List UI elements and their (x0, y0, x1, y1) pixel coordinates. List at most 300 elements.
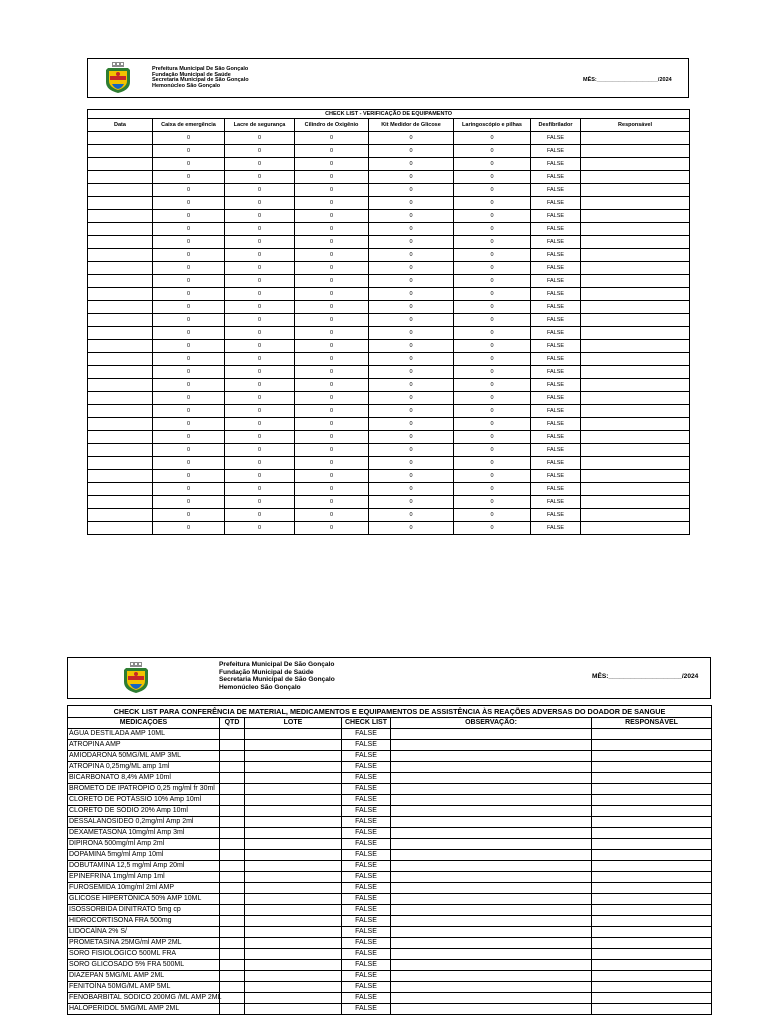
checkbox-cell[interactable]: FALSE (531, 184, 581, 197)
responsible-cell[interactable] (592, 993, 712, 1004)
column-header: MEDICAÇOES (68, 718, 220, 729)
table-cell[interactable] (88, 340, 153, 353)
observation-cell[interactable] (391, 817, 592, 828)
table-cell[interactable] (88, 353, 153, 366)
responsible-cell[interactable] (592, 751, 712, 762)
table-cell: 0 (369, 288, 454, 301)
qtd-cell[interactable] (220, 861, 245, 872)
table-cell[interactable] (581, 483, 690, 496)
table-cell[interactable] (581, 522, 690, 535)
table-cell[interactable] (88, 184, 153, 197)
observation-cell[interactable] (391, 784, 592, 795)
observation-cell[interactable] (391, 828, 592, 839)
table-row (68, 883, 712, 894)
checkbox-cell[interactable]: FALSE (342, 784, 391, 795)
table-cell: 0 (454, 418, 531, 431)
lote-cell[interactable] (245, 971, 342, 982)
checkbox-cell[interactable]: FALSE (342, 949, 391, 960)
checkbox-cell[interactable]: FALSE (531, 353, 581, 366)
checkbox-cell[interactable]: FALSE (531, 483, 581, 496)
checkbox-cell[interactable]: FALSE (342, 795, 391, 806)
table-cell: 0 (225, 223, 295, 236)
lote-cell[interactable] (245, 905, 342, 916)
responsible-cell[interactable] (592, 872, 712, 883)
checkbox-cell[interactable]: FALSE (531, 431, 581, 444)
responsible-cell[interactable] (592, 784, 712, 795)
table-row (88, 145, 690, 158)
table-cell[interactable] (88, 249, 153, 262)
table-cell[interactable] (88, 392, 153, 405)
table-cell[interactable] (581, 145, 690, 158)
observation-cell[interactable] (391, 762, 592, 773)
lote-cell[interactable] (245, 949, 342, 960)
observation-cell[interactable] (391, 993, 592, 1004)
checkbox-cell[interactable]: FALSE (531, 509, 581, 522)
checkbox-cell[interactable]: FALSE (342, 740, 391, 751)
checkbox-cell[interactable]: FALSE (531, 249, 581, 262)
responsible-cell[interactable] (592, 839, 712, 850)
table-cell[interactable] (88, 496, 153, 509)
lote-cell[interactable] (245, 938, 342, 949)
table-cell: 0 (369, 184, 454, 197)
checkbox-cell[interactable]: FALSE (531, 392, 581, 405)
table-cell[interactable] (88, 470, 153, 483)
medication-name: DIAZEPAN 5MG/ML AMP 2ML (68, 971, 220, 982)
table-cell[interactable] (581, 470, 690, 483)
qtd-cell[interactable] (220, 828, 245, 839)
lote-cell[interactable] (245, 817, 342, 828)
table-cell[interactable] (581, 353, 690, 366)
municipal-crest-icon (105, 62, 131, 94)
observation-cell[interactable] (391, 894, 592, 905)
table-cell: 0 (454, 457, 531, 470)
table-cell[interactable] (88, 418, 153, 431)
table-cell[interactable] (581, 132, 690, 145)
lote-cell[interactable] (245, 729, 342, 740)
lote-cell[interactable] (245, 751, 342, 762)
checkbox-cell[interactable]: FALSE (342, 905, 391, 916)
lote-cell[interactable] (245, 762, 342, 773)
medication-name: DIPIRONA 500mg/ml Amp 2ml (68, 839, 220, 850)
table-cell[interactable] (581, 275, 690, 288)
table-cell: 0 (225, 509, 295, 522)
table-cell[interactable] (88, 301, 153, 314)
responsible-cell[interactable] (592, 806, 712, 817)
lote-cell[interactable] (245, 960, 342, 971)
qtd-cell[interactable] (220, 916, 245, 927)
lote-cell[interactable] (245, 872, 342, 883)
lote-cell[interactable] (245, 861, 342, 872)
table-row (88, 314, 690, 327)
table-row (88, 483, 690, 496)
table-cell: 0 (454, 431, 531, 444)
table-cell: 0 (295, 431, 369, 444)
table-cell[interactable] (88, 132, 153, 145)
observation-cell[interactable] (391, 839, 592, 850)
responsible-cell[interactable] (592, 828, 712, 839)
table-cell[interactable] (88, 210, 153, 223)
medication-name: SORO FISIOLÓGICO 500ML FRA (68, 949, 220, 960)
table-row (88, 522, 690, 535)
qtd-cell[interactable] (220, 740, 245, 751)
responsible-cell[interactable] (592, 1004, 712, 1015)
table-cell[interactable] (581, 496, 690, 509)
medication-name: DEXAMETASONA 10mg/ml Amp 3ml (68, 828, 220, 839)
table-row (88, 171, 690, 184)
table-cell[interactable] (581, 158, 690, 171)
qtd-cell[interactable] (220, 1004, 245, 1015)
qtd-cell[interactable] (220, 905, 245, 916)
checkbox-cell[interactable]: FALSE (342, 762, 391, 773)
table-cell: 0 (225, 184, 295, 197)
table-cell: 0 (295, 223, 369, 236)
lote-cell[interactable] (245, 916, 342, 927)
table-row (88, 184, 690, 197)
checkbox-cell[interactable]: FALSE (342, 971, 391, 982)
checkbox-cell[interactable]: FALSE (531, 275, 581, 288)
table-cell: 0 (153, 132, 225, 145)
checkbox-cell[interactable]: FALSE (531, 522, 581, 535)
table-cell[interactable] (88, 158, 153, 171)
table-cell: 0 (153, 483, 225, 496)
checkbox-cell[interactable]: FALSE (342, 872, 391, 883)
table-cell[interactable] (581, 457, 690, 470)
table-row (88, 132, 690, 145)
table-cell[interactable] (88, 457, 153, 470)
lote-cell[interactable] (245, 839, 342, 850)
medication-name: GLICOSE HIPERTÔNICA 50% AMP 10ML (68, 894, 220, 905)
observation-cell[interactable] (391, 729, 592, 740)
table-cell: 0 (454, 236, 531, 249)
lote-cell[interactable] (245, 773, 342, 784)
lote-cell[interactable] (245, 894, 342, 905)
checkbox-cell[interactable]: FALSE (531, 288, 581, 301)
qtd-cell[interactable] (220, 751, 245, 762)
institution-block (219, 661, 335, 691)
observation-cell[interactable] (391, 872, 592, 883)
checkbox-cell[interactable]: FALSE (342, 960, 391, 971)
checkbox-cell[interactable]: FALSE (531, 301, 581, 314)
table-cell[interactable] (88, 327, 153, 340)
table-cell: 0 (295, 197, 369, 210)
qtd-cell[interactable] (220, 971, 245, 982)
table-row (68, 872, 712, 883)
table-cell[interactable] (581, 444, 690, 457)
observation-cell[interactable] (391, 982, 592, 993)
observation-cell[interactable] (391, 773, 592, 784)
responsible-cell[interactable] (592, 861, 712, 872)
table-cell[interactable] (88, 145, 153, 158)
qtd-cell[interactable] (220, 773, 245, 784)
checkbox-cell[interactable]: FALSE (531, 470, 581, 483)
table-cell: 0 (369, 405, 454, 418)
observation-cell[interactable] (391, 971, 592, 982)
table-row (88, 275, 690, 288)
responsible-cell[interactable] (592, 982, 712, 993)
observation-cell[interactable] (391, 938, 592, 949)
table-cell[interactable] (581, 366, 690, 379)
lote-cell[interactable] (245, 982, 342, 993)
medication-name: FENITOÍNA 50MG/ML AMP 5ML (68, 982, 220, 993)
table-cell[interactable] (581, 249, 690, 262)
medication-name: CLORETO DE SÓDIO 20% Amp 10ml (68, 806, 220, 817)
institution-line: Fundação Municipal de Saúde (219, 668, 314, 676)
checkbox-cell[interactable]: FALSE (342, 894, 391, 905)
observation-cell[interactable] (391, 960, 592, 971)
table-cell[interactable] (581, 210, 690, 223)
table-cell[interactable] (581, 288, 690, 301)
checkbox-cell[interactable]: FALSE (342, 916, 391, 927)
responsible-cell[interactable] (592, 949, 712, 960)
table-cell[interactable] (88, 262, 153, 275)
table-cell[interactable] (88, 405, 153, 418)
column-header: Cilindro de Oxigênio (295, 119, 369, 132)
table-cell[interactable] (88, 288, 153, 301)
medication-name: SORO GLICOSADO 5% FRA 500ML (68, 960, 220, 971)
checkbox-cell[interactable]: FALSE (342, 861, 391, 872)
table-cell[interactable] (581, 262, 690, 275)
checkbox-cell[interactable]: FALSE (342, 883, 391, 894)
table-row (88, 418, 690, 431)
qtd-cell[interactable] (220, 993, 245, 1004)
table-cell: 0 (295, 340, 369, 353)
checkbox-cell[interactable]: FALSE (531, 314, 581, 327)
checkbox-cell[interactable]: FALSE (342, 1004, 391, 1015)
qtd-cell[interactable] (220, 784, 245, 795)
checkbox-cell[interactable]: FALSE (531, 171, 581, 184)
observation-cell[interactable] (391, 927, 592, 938)
table-cell: 0 (295, 158, 369, 171)
table-cell[interactable] (88, 197, 153, 210)
checkbox-cell[interactable]: FALSE (531, 418, 581, 431)
table-cell[interactable] (581, 392, 690, 405)
qtd-cell[interactable] (220, 960, 245, 971)
responsible-cell[interactable] (592, 894, 712, 905)
table-cell: 0 (369, 145, 454, 158)
table-row (88, 197, 690, 210)
observation-cell[interactable] (391, 949, 592, 960)
table-cell: 0 (153, 353, 225, 366)
checkbox-cell[interactable]: FALSE (531, 496, 581, 509)
table-cell[interactable] (88, 379, 153, 392)
qtd-cell[interactable] (220, 850, 245, 861)
responsible-cell[interactable] (592, 916, 712, 927)
responsible-cell[interactable] (592, 883, 712, 894)
checkbox-cell[interactable]: FALSE (531, 223, 581, 236)
table-cell: 0 (225, 522, 295, 535)
month-field: MÊS:____________________/2024 (583, 77, 672, 83)
checkbox-cell[interactable]: FALSE (342, 806, 391, 817)
checkbox-cell[interactable]: FALSE (342, 751, 391, 762)
qtd-cell[interactable] (220, 839, 245, 850)
checkbox-cell[interactable]: FALSE (531, 340, 581, 353)
observation-cell[interactable] (391, 883, 592, 894)
lote-cell[interactable] (245, 850, 342, 861)
table-row (68, 949, 712, 960)
checkbox-cell[interactable]: FALSE (342, 938, 391, 949)
observation-cell[interactable] (391, 795, 592, 806)
table-cell: 0 (153, 470, 225, 483)
responsible-cell[interactable] (592, 740, 712, 751)
table-cell: 0 (225, 262, 295, 275)
qtd-cell[interactable] (220, 883, 245, 894)
checkbox-cell[interactable]: FALSE (531, 457, 581, 470)
checkbox-cell[interactable]: FALSE (342, 927, 391, 938)
table-cell[interactable] (581, 184, 690, 197)
observation-cell[interactable] (391, 850, 592, 861)
checkbox-cell[interactable]: FALSE (342, 773, 391, 784)
table-cell[interactable] (581, 418, 690, 431)
table-cell: 0 (454, 132, 531, 145)
table-cell: 0 (295, 275, 369, 288)
table-cell[interactable] (581, 197, 690, 210)
responsible-cell[interactable] (592, 773, 712, 784)
checkbox-cell[interactable]: FALSE (342, 982, 391, 993)
table-cell[interactable] (581, 171, 690, 184)
lote-cell[interactable] (245, 993, 342, 1004)
table-cell[interactable] (581, 327, 690, 340)
table-cell: 0 (295, 444, 369, 457)
table-cell[interactable] (88, 444, 153, 457)
checkbox-cell[interactable]: FALSE (531, 262, 581, 275)
responsible-cell[interactable] (592, 850, 712, 861)
checkbox-cell[interactable]: FALSE (531, 132, 581, 145)
table-cell: 0 (369, 132, 454, 145)
qtd-cell[interactable] (220, 872, 245, 883)
table-row (88, 431, 690, 444)
month-field: MÊS:____________________/2024 (592, 673, 699, 680)
table-cell[interactable] (88, 223, 153, 236)
table-cell: 0 (369, 522, 454, 535)
table-cell[interactable] (581, 314, 690, 327)
table-cell: 0 (295, 379, 369, 392)
qtd-cell[interactable] (220, 817, 245, 828)
checkbox-cell[interactable]: FALSE (342, 993, 391, 1004)
checkbox-cell[interactable]: FALSE (531, 327, 581, 340)
qtd-cell[interactable] (220, 806, 245, 817)
checkbox-cell[interactable]: FALSE (531, 366, 581, 379)
responsible-cell[interactable] (592, 971, 712, 982)
table-row (68, 916, 712, 927)
checkbox-cell[interactable]: FALSE (342, 839, 391, 850)
lote-cell[interactable] (245, 828, 342, 839)
table-cell[interactable] (88, 366, 153, 379)
observation-cell[interactable] (391, 806, 592, 817)
qtd-cell[interactable] (220, 938, 245, 949)
checkbox-cell[interactable]: FALSE (531, 236, 581, 249)
checkbox-cell[interactable]: FALSE (342, 828, 391, 839)
table-cell: 0 (153, 509, 225, 522)
table-cell[interactable] (581, 509, 690, 522)
checkbox-cell[interactable]: FALSE (342, 850, 391, 861)
lote-cell[interactable] (245, 806, 342, 817)
lote-cell[interactable] (245, 795, 342, 806)
checkbox-cell[interactable]: FALSE (531, 158, 581, 171)
table-row (68, 773, 712, 784)
table-cell[interactable] (88, 171, 153, 184)
responsible-cell[interactable] (592, 905, 712, 916)
observation-cell[interactable] (391, 916, 592, 927)
table-cell[interactable] (88, 275, 153, 288)
table-cell: 0 (454, 392, 531, 405)
table-cell: 0 (153, 197, 225, 210)
equipment-checklist-sheet (87, 58, 689, 535)
table-cell[interactable] (88, 483, 153, 496)
qtd-cell[interactable] (220, 982, 245, 993)
table-cell[interactable] (88, 522, 153, 535)
table-cell: 0 (225, 314, 295, 327)
checkbox-cell[interactable]: FALSE (342, 729, 391, 740)
table-cell[interactable] (581, 379, 690, 392)
lote-cell[interactable] (245, 784, 342, 795)
table-cell[interactable] (581, 223, 690, 236)
institution-line: Hemonúcleo São Gonçalo (219, 683, 301, 691)
table-cell[interactable] (88, 509, 153, 522)
observation-cell[interactable] (391, 740, 592, 751)
table-cell[interactable] (581, 236, 690, 249)
checkbox-cell[interactable]: FALSE (531, 444, 581, 457)
table-row (88, 379, 690, 392)
table-cell: 0 (225, 457, 295, 470)
responsible-cell[interactable] (592, 938, 712, 949)
table-cell[interactable] (581, 301, 690, 314)
table-cell[interactable] (581, 405, 690, 418)
observation-cell[interactable] (391, 1004, 592, 1015)
lote-cell[interactable] (245, 927, 342, 938)
table-cell[interactable] (581, 431, 690, 444)
qtd-cell[interactable] (220, 795, 245, 806)
observation-cell[interactable] (391, 905, 592, 916)
table-row (88, 366, 690, 379)
lote-cell[interactable] (245, 1004, 342, 1015)
sheet-header (87, 58, 689, 98)
lote-cell[interactable] (245, 883, 342, 894)
qtd-cell[interactable] (220, 762, 245, 773)
table-cell: 0 (369, 340, 454, 353)
table-cell[interactable] (88, 431, 153, 444)
checkbox-cell[interactable]: FALSE (531, 379, 581, 392)
checkbox-cell[interactable]: FALSE (531, 210, 581, 223)
responsible-cell[interactable] (592, 795, 712, 806)
responsible-cell[interactable] (592, 762, 712, 773)
qtd-cell[interactable] (220, 894, 245, 905)
qtd-cell[interactable] (220, 729, 245, 740)
responsible-cell[interactable] (592, 927, 712, 938)
checkbox-cell[interactable]: FALSE (531, 405, 581, 418)
table-cell: 0 (295, 496, 369, 509)
responsible-cell[interactable] (592, 729, 712, 740)
observation-cell[interactable] (391, 751, 592, 762)
table-cell: 0 (454, 444, 531, 457)
table-cell[interactable] (88, 314, 153, 327)
qtd-cell[interactable] (220, 949, 245, 960)
qtd-cell[interactable] (220, 927, 245, 938)
medication-name: FENOBARBITAL SÓDICO 200MG /ML AMP 2ML (68, 993, 220, 1004)
responsible-cell[interactable] (592, 817, 712, 828)
table-cell: 0 (225, 379, 295, 392)
lote-cell[interactable] (245, 740, 342, 751)
table-row (68, 927, 712, 938)
checkbox-cell[interactable]: FALSE (531, 145, 581, 158)
observation-cell[interactable] (391, 861, 592, 872)
checkbox-cell[interactable]: FALSE (342, 817, 391, 828)
table-cell[interactable] (88, 236, 153, 249)
responsible-cell[interactable] (592, 960, 712, 971)
checkbox-cell[interactable]: FALSE (531, 197, 581, 210)
table-cell[interactable] (581, 340, 690, 353)
table-cell: 0 (225, 301, 295, 314)
table-row (68, 960, 712, 971)
